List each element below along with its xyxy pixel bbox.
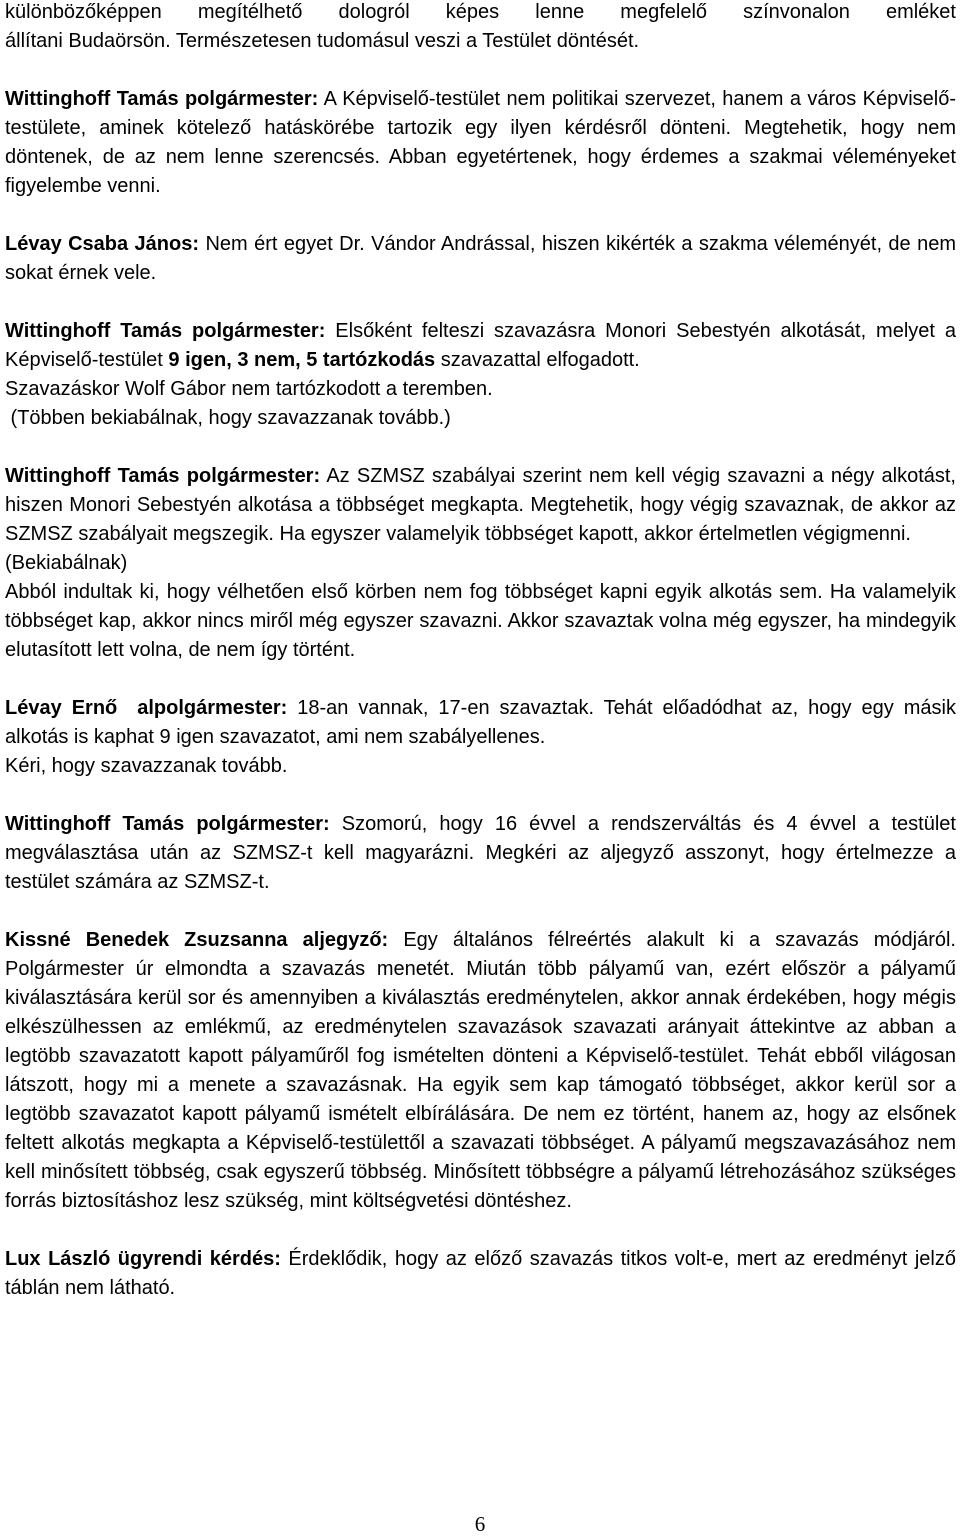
speaker-name: Wittinghoff Tamás polgármester: [5, 88, 319, 110]
paragraph-statement [5, 317, 956, 433]
statement-text: Egy általános félreértés alakult ki a szavazás módjáról. Polgármester úr elmondta a szavazás menetét. Miután több pályamű van, ezért először a pályamű kiválasztására kerül sor és amennyiben a kiválasztás eredménytelen, akkor annak érdekében, hogy mégis elkészülhessen az emlékmű, az eredménytelen szavazások szavazati arányait áttekintve az abban a legtöbb szavazatott kapott pályaműről fog ismételten dönteni a Képviselő-testület. Tehát ebből világosan látszott, hogy mi a menete a szavazásnak. Ha egyik sem kap támogató többséget, akkor kerül sor a legtöbb szavazatot kapott pályamű ismételt elbírálására. De nem ez történt, hanem az, hogy az elsőnek feltett alkotás megkapta a Képviselő-testülettől a szavazati többséget. A pályamű megszavazásához nem kell minősített többség, csak egyszerű többség. Minősített többségre a pályamű létrehozásához szükséges forrás biztosításhoz lesz szükség, mint költségvetési döntéshez. [5, 929, 956, 1212]
speaker-name: Wittinghoff Tamás polgármester: [5, 320, 326, 342]
paragraph-statement [5, 85, 956, 201]
statement-text: Az SZMSZ szabályai szerint nem kell végig szavazni a négy alkotást, hiszen Monori Sebestyén alkotása a többséget megkapta. Megtehetik, hogy végig szavaznak, de akkor az SZMSZ szabályait megszegik. Ha egyszer valamelyik többséget kapott, akkor értelmetlen végigmenni. [5, 465, 956, 545]
speaker-name: Lux László ügyrendi kérdés: [5, 1248, 281, 1270]
page-number: 6 [474, 1512, 486, 1536]
statement-text: Szomorú, hogy 16 évvel a rendszerváltás és 4 évvel a testület megválasztása után az SZMSZ-t kell magyarázni. Megkéri az aljegyző asszonyt, hogy értelmezze a testület számára az SZMSZ-t. [5, 813, 956, 893]
document-body [5, 0, 956, 1332]
statement-text: Abból indultak ki, hogy vélhetően első körben nem fog többséget kapni egyik alkotás sem. Ha valamelyik többséget kap, akkor nincs miről még egyszer szavazni. Akkor szavaztak volna még egyszer, ha mindegyik elutasított lett volna, de nem így történt. [5, 581, 956, 661]
speaker-name: Lévay Csaba János: [5, 233, 200, 255]
note-line: (Többen bekiabálnak, hogy szavazzanak tovább.) [5, 407, 451, 429]
statement-text: A Képviselő-testület nem politikai szervezet, hanem a város Képviselő-testülete, aminek kötelező hatáskörébe tartozik egy ilyen kérdésről dönteni. Megtehetik, hogy nem döntenek, de az nem lenne szerencsés. Abban egyetértenek, hogy érdemes a szakmai véleményeket figyelembe venni. [5, 88, 956, 197]
speaker-name: Wittinghoff Tamás polgármester: [5, 813, 330, 835]
paragraph-statement [5, 694, 956, 781]
note-line: Kéri, hogy szavazzanak tovább. [5, 755, 288, 777]
note-line: Szavazáskor Wolf Gábor nem tartózkodott a teremben. [5, 378, 493, 400]
text-line: állítani Budaörsön. Természetesen tudomásul veszi a Testület döntését. [5, 30, 640, 52]
paragraph-continuation [5, 0, 956, 56]
statement-text: Nem ért egyet Dr. Vándor Andrással, hiszen kikérték a szakma véleményét, de nem sokat érnek vele. [5, 233, 956, 284]
paragraph-statement [5, 462, 956, 665]
text-line: különbözőképpen megítélhető dologról képes lenne megfelelő színvonalon emléket [5, 1, 956, 23]
paragraph-statement [5, 230, 956, 288]
paragraph-statement [5, 1245, 956, 1303]
speaker-name: Kissné Benedek Zsuzsanna aljegyző: [5, 929, 389, 951]
paragraph-statement [5, 926, 956, 1216]
statement-text: Elsőként felteszi szavazásra Monori Sebestyén alkotását, melyet a Képviselő-testület [5, 320, 956, 371]
vote-result: 9 igen, 3 nem, 5 tartózkodás [168, 349, 436, 371]
statement-text: szavazattal elfogadott. [435, 349, 640, 371]
statement-text: Érdeklődik, hogy az előző szavazás titkos volt-e, mert az eredményt jelző táblán nem látható. [5, 1248, 956, 1299]
speaker-name: Lévay Ernő alpolgármester: [5, 697, 288, 719]
speaker-name: Wittinghoff Tamás polgármester: [5, 465, 321, 487]
paragraph-statement [5, 810, 956, 897]
statement-text: 18-an vannak, 17-en szavaztak. Tehát előadódhat az, hogy egy másik alkotás is kaphat 9 igen szavazatot, ami nem szabályellenes. [5, 697, 956, 748]
note-line: (Bekiabálnak) [5, 552, 128, 574]
